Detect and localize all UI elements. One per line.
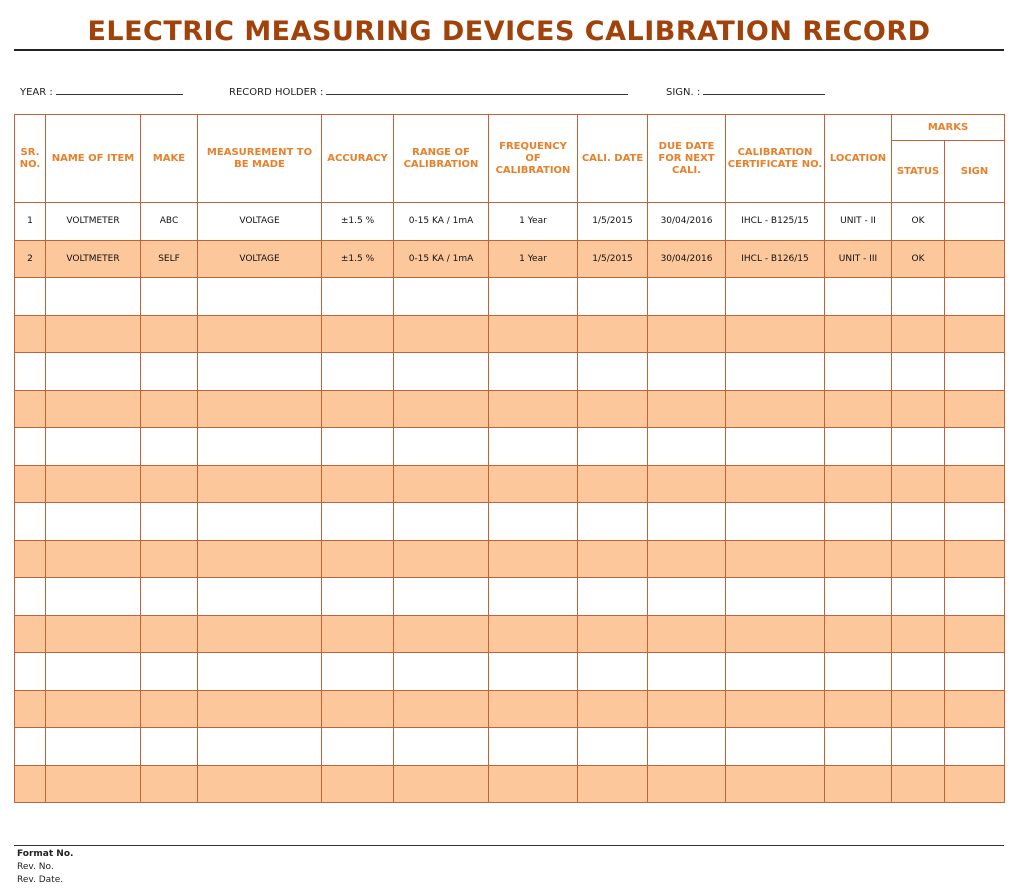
cell-make[interactable]: SELF — [141, 240, 198, 278]
cell-range[interactable] — [394, 353, 489, 391]
header-status: STATUS — [892, 141, 945, 203]
cell-due-date[interactable]: 30/04/2016 — [648, 203, 726, 241]
cell-location[interactable] — [825, 465, 892, 503]
cell-cali-date[interactable] — [578, 503, 648, 541]
cell-location[interactable] — [825, 653, 892, 691]
cell-status[interactable] — [892, 765, 945, 803]
cell-measurement[interactable] — [198, 690, 322, 728]
cell-cali-date[interactable] — [578, 428, 648, 466]
cell-measurement[interactable] — [198, 540, 322, 578]
cell-name-of-item[interactable] — [46, 465, 141, 503]
sign-field[interactable] — [666, 85, 825, 98]
cell-sign[interactable] — [945, 653, 1005, 691]
cell-sign[interactable] — [945, 428, 1005, 466]
cell-name-of-item[interactable] — [46, 540, 141, 578]
cell-accuracy[interactable] — [322, 578, 394, 616]
cell-certificate[interactable]: IHCL - B125/15 — [726, 203, 825, 241]
cell-accuracy[interactable]: ±1.5 % — [322, 203, 394, 241]
cell-make[interactable] — [141, 540, 198, 578]
cell-measurement[interactable] — [198, 503, 322, 541]
cell-due-date[interactable] — [648, 428, 726, 466]
rev-no-label: Rev. No. — [17, 862, 54, 872]
cell-accuracy[interactable] — [322, 653, 394, 691]
cell-name-of-item[interactable] — [46, 315, 141, 353]
cell-name-of-item[interactable] — [46, 690, 141, 728]
cell-range[interactable] — [394, 390, 489, 428]
cell-due-date[interactable] — [648, 653, 726, 691]
cell-status[interactable] — [892, 278, 945, 316]
cell-frequency[interactable] — [489, 615, 578, 653]
empty-row — [15, 428, 1005, 466]
header-sign: SIGN — [945, 141, 1005, 203]
cell-measurement[interactable] — [198, 278, 322, 316]
cell-due-date[interactable] — [648, 615, 726, 653]
empty-row — [15, 615, 1005, 653]
cell-measurement[interactable] — [198, 390, 322, 428]
cell-location[interactable] — [825, 728, 892, 766]
cell-cali-date[interactable] — [578, 278, 648, 316]
cell-sr-no[interactable] — [15, 428, 46, 466]
cell-cali-date[interactable] — [578, 690, 648, 728]
header-sr-no: SR. NO. — [15, 115, 46, 203]
cell-name-of-item[interactable]: VOLTMETER — [46, 240, 141, 278]
footer-divider — [14, 845, 1004, 846]
cell-due-date[interactable] — [648, 315, 726, 353]
cell-frequency[interactable] — [489, 503, 578, 541]
cell-cali-date[interactable] — [578, 615, 648, 653]
cell-cali-date[interactable] — [578, 540, 648, 578]
page-title: ELECTRIC MEASURING DEVICES CALIBRATION RECORD — [87, 16, 931, 47]
cell-location[interactable] — [825, 315, 892, 353]
cell-sign[interactable] — [945, 728, 1005, 766]
cell-make[interactable] — [141, 465, 198, 503]
cell-status[interactable] — [892, 728, 945, 766]
cell-name-of-item[interactable] — [46, 278, 141, 316]
cell-make[interactable] — [141, 690, 198, 728]
cell-accuracy[interactable] — [322, 465, 394, 503]
cell-frequency[interactable] — [489, 428, 578, 466]
cell-name-of-item[interactable] — [46, 728, 141, 766]
cell-status[interactable] — [892, 465, 945, 503]
header-measurement: MEASUREMENT TO BE MADE — [198, 115, 322, 203]
cell-frequency[interactable] — [489, 578, 578, 616]
record-holder-label: RECORD HOLDER : — [229, 87, 324, 98]
cell-due-date[interactable]: 30/04/2016 — [648, 240, 726, 278]
cell-location[interactable] — [825, 615, 892, 653]
cell-sr-no[interactable] — [15, 390, 46, 428]
cell-status[interactable] — [892, 428, 945, 466]
cell-frequency[interactable] — [489, 315, 578, 353]
cell-certificate[interactable] — [726, 390, 825, 428]
cell-frequency[interactable] — [489, 465, 578, 503]
cell-range[interactable] — [394, 578, 489, 616]
cell-accuracy[interactable] — [322, 540, 394, 578]
cell-location[interactable] — [825, 540, 892, 578]
cell-accuracy[interactable] — [322, 315, 394, 353]
cell-name-of-item[interactable] — [46, 390, 141, 428]
cell-measurement[interactable]: VOLTAGE — [198, 240, 322, 278]
cell-certificate[interactable] — [726, 278, 825, 316]
cell-make[interactable] — [141, 353, 198, 391]
cell-name-of-item[interactable] — [46, 765, 141, 803]
cell-accuracy[interactable] — [322, 390, 394, 428]
cell-cali-date[interactable]: 1/5/2015 — [578, 240, 648, 278]
cell-accuracy[interactable] — [322, 765, 394, 803]
cell-frequency[interactable] — [489, 540, 578, 578]
cell-certificate[interactable] — [726, 728, 825, 766]
cell-name-of-item[interactable] — [46, 578, 141, 616]
cell-measurement[interactable] — [198, 315, 322, 353]
cell-due-date[interactable] — [648, 353, 726, 391]
cell-cali-date[interactable] — [578, 465, 648, 503]
cell-sign[interactable] — [945, 578, 1005, 616]
cell-status[interactable] — [892, 653, 945, 691]
cell-range[interactable] — [394, 728, 489, 766]
empty-row — [15, 540, 1005, 578]
header-cali-date: CALI. DATE — [578, 115, 648, 203]
cell-location[interactable]: UNIT - III — [825, 240, 892, 278]
cell-location[interactable] — [825, 390, 892, 428]
cell-certificate[interactable] — [726, 690, 825, 728]
cell-measurement[interactable] — [198, 653, 322, 691]
cell-make[interactable] — [141, 503, 198, 541]
cell-frequency[interactable] — [489, 765, 578, 803]
cell-sr-no[interactable] — [15, 690, 46, 728]
cell-frequency[interactable]: 1 Year — [489, 203, 578, 241]
cell-range[interactable] — [394, 615, 489, 653]
cell-accuracy[interactable] — [322, 278, 394, 316]
cell-make[interactable] — [141, 615, 198, 653]
empty-row — [15, 278, 1005, 316]
cell-sign[interactable] — [945, 203, 1005, 241]
cell-due-date[interactable] — [648, 765, 726, 803]
empty-row — [15, 578, 1005, 616]
cell-status[interactable] — [892, 690, 945, 728]
cell-make[interactable] — [141, 278, 198, 316]
cell-status[interactable] — [892, 315, 945, 353]
record-holder-field[interactable] — [229, 85, 628, 98]
cell-sr-no[interactable] — [15, 540, 46, 578]
cell-due-date[interactable] — [648, 390, 726, 428]
cell-location[interactable] — [825, 353, 892, 391]
cell-certificate[interactable]: IHCL - B126/15 — [726, 240, 825, 278]
empty-row — [15, 728, 1005, 766]
cell-range[interactable] — [394, 765, 489, 803]
cell-due-date[interactable] — [648, 503, 726, 541]
cell-certificate[interactable] — [726, 315, 825, 353]
cell-sr-no[interactable] — [15, 465, 46, 503]
cell-range[interactable] — [394, 315, 489, 353]
format-no-label: Format No. — [17, 849, 74, 859]
cell-location[interactable] — [825, 503, 892, 541]
table-row — [15, 240, 1005, 278]
cell-due-date[interactable] — [648, 690, 726, 728]
year-label: YEAR : — [20, 87, 53, 98]
cell-sign[interactable] — [945, 503, 1005, 541]
cell-range[interactable] — [394, 540, 489, 578]
cell-sr-no[interactable] — [15, 315, 46, 353]
empty-row — [15, 690, 1005, 728]
record-holder-blank[interactable] — [326, 85, 628, 95]
cell-range[interactable] — [394, 503, 489, 541]
cell-make[interactable] — [141, 653, 198, 691]
cell-status[interactable]: OK — [892, 203, 945, 241]
sign-blank[interactable] — [703, 85, 825, 95]
cell-range[interactable] — [394, 278, 489, 316]
rev-date-label: Rev. Date. — [17, 875, 64, 885]
cell-sr-no[interactable] — [15, 728, 46, 766]
cell-accuracy[interactable]: ±1.5 % — [322, 240, 394, 278]
cell-certificate[interactable] — [726, 653, 825, 691]
cell-sign[interactable] — [945, 390, 1005, 428]
cell-sr-no[interactable] — [15, 503, 46, 541]
cell-range[interactable] — [394, 428, 489, 466]
cell-measurement[interactable] — [198, 428, 322, 466]
cell-status[interactable] — [892, 615, 945, 653]
cell-status[interactable] — [892, 540, 945, 578]
cell-make[interactable] — [141, 578, 198, 616]
header-location: LOCATION — [825, 115, 892, 203]
cell-measurement[interactable] — [198, 615, 322, 653]
cell-make[interactable] — [141, 765, 198, 803]
cell-name-of-item[interactable] — [46, 353, 141, 391]
cell-frequency[interactable] — [489, 390, 578, 428]
title-underline — [14, 49, 1004, 51]
cell-name-of-item[interactable] — [46, 428, 141, 466]
header-name-of-item: NAME OF ITEM — [46, 115, 141, 203]
empty-row — [15, 315, 1005, 353]
cell-frequency[interactable] — [489, 690, 578, 728]
cell-measurement[interactable] — [198, 578, 322, 616]
cell-name-of-item[interactable] — [46, 503, 141, 541]
cell-accuracy[interactable] — [322, 615, 394, 653]
year-field[interactable] — [20, 85, 183, 98]
cell-frequency[interactable] — [489, 353, 578, 391]
cell-sr-no[interactable] — [15, 653, 46, 691]
cell-frequency[interactable]: 1 Year — [489, 240, 578, 278]
cell-location[interactable] — [825, 428, 892, 466]
header-make: MAKE — [141, 115, 198, 203]
header-certificate: CALIBRATION CERTIFICATE NO. — [726, 115, 825, 203]
cell-due-date[interactable] — [648, 728, 726, 766]
header-accuracy: ACCURACY — [322, 115, 394, 203]
empty-row — [15, 465, 1005, 503]
cell-cali-date[interactable] — [578, 353, 648, 391]
cell-measurement[interactable] — [198, 465, 322, 503]
cell-cali-date[interactable] — [578, 578, 648, 616]
cell-sr-no[interactable] — [15, 615, 46, 653]
cell-sign[interactable] — [945, 315, 1005, 353]
cell-range[interactable]: 0-15 KA / 1mA — [394, 240, 489, 278]
cell-cali-date[interactable]: 1/5/2015 — [578, 203, 648, 241]
header-due-date: DUE DATE FOR NEXT CALI. — [648, 115, 726, 203]
cell-sr-no[interactable]: 1 — [15, 203, 46, 241]
cell-location[interactable]: UNIT - II — [825, 203, 892, 241]
cell-range[interactable]: 0-15 KA / 1mA — [394, 203, 489, 241]
cell-due-date[interactable] — [648, 578, 726, 616]
cell-status[interactable]: OK — [892, 240, 945, 278]
cell-cali-date[interactable] — [578, 728, 648, 766]
cell-frequency[interactable] — [489, 728, 578, 766]
cell-location[interactable] — [825, 765, 892, 803]
empty-row — [15, 503, 1005, 541]
cell-due-date[interactable] — [648, 278, 726, 316]
cell-cali-date[interactable] — [578, 315, 648, 353]
cell-certificate[interactable] — [726, 428, 825, 466]
cell-certificate[interactable] — [726, 353, 825, 391]
cell-accuracy[interactable] — [322, 690, 394, 728]
cell-sr-no[interactable] — [15, 765, 46, 803]
cell-sign[interactable] — [945, 278, 1005, 316]
cell-certificate[interactable] — [726, 540, 825, 578]
cell-sign[interactable] — [945, 465, 1005, 503]
cell-make[interactable] — [141, 315, 198, 353]
cell-measurement[interactable] — [198, 353, 322, 391]
cell-accuracy[interactable] — [322, 728, 394, 766]
cell-due-date[interactable] — [648, 540, 726, 578]
cell-frequency[interactable] — [489, 653, 578, 691]
cell-sr-no[interactable] — [15, 278, 46, 316]
cell-cali-date[interactable] — [578, 653, 648, 691]
cell-status[interactable] — [892, 578, 945, 616]
cell-location[interactable] — [825, 690, 892, 728]
cell-status[interactable] — [892, 353, 945, 391]
cell-sr-no[interactable]: 2 — [15, 240, 46, 278]
cell-sign[interactable] — [945, 540, 1005, 578]
cell-sign[interactable] — [945, 353, 1005, 391]
cell-name-of-item[interactable] — [46, 653, 141, 691]
cell-accuracy[interactable] — [322, 428, 394, 466]
table-row — [15, 203, 1005, 241]
cell-make[interactable] — [141, 390, 198, 428]
cell-status[interactable] — [892, 503, 945, 541]
cell-cali-date[interactable] — [578, 390, 648, 428]
cell-sign[interactable] — [945, 615, 1005, 653]
calibration-table — [14, 114, 1005, 803]
cell-make[interactable]: ABC — [141, 203, 198, 241]
cell-range[interactable] — [394, 690, 489, 728]
cell-measurement[interactable] — [198, 728, 322, 766]
header-range: RANGE OF CALIBRATION — [394, 115, 489, 203]
cell-range[interactable] — [394, 653, 489, 691]
cell-make[interactable] — [141, 428, 198, 466]
cell-due-date[interactable] — [648, 465, 726, 503]
cell-accuracy[interactable] — [322, 353, 394, 391]
header-marks: MARKS — [892, 115, 1005, 141]
cell-certificate[interactable] — [726, 465, 825, 503]
header-frequency: FREQUENCY OF CALIBRATION — [489, 115, 578, 203]
empty-row — [15, 765, 1005, 803]
cell-sr-no[interactable] — [15, 578, 46, 616]
cell-location[interactable] — [825, 278, 892, 316]
cell-make[interactable] — [141, 728, 198, 766]
cell-certificate[interactable] — [726, 765, 825, 803]
cell-accuracy[interactable] — [322, 503, 394, 541]
empty-row — [15, 390, 1005, 428]
cell-range[interactable] — [394, 465, 489, 503]
cell-sign[interactable] — [945, 240, 1005, 278]
cell-measurement[interactable] — [198, 765, 322, 803]
cell-name-of-item[interactable]: VOLTMETER — [46, 203, 141, 241]
cell-measurement[interactable]: VOLTAGE — [198, 203, 322, 241]
empty-row — [15, 353, 1005, 391]
cell-sign[interactable] — [945, 765, 1005, 803]
empty-row — [15, 653, 1005, 691]
cell-name-of-item[interactable] — [46, 615, 141, 653]
cell-status[interactable] — [892, 390, 945, 428]
cell-location[interactable] — [825, 578, 892, 616]
cell-frequency[interactable] — [489, 278, 578, 316]
cell-sr-no[interactable] — [15, 353, 46, 391]
year-blank[interactable] — [56, 85, 183, 95]
cell-certificate[interactable] — [726, 578, 825, 616]
cell-certificate[interactable] — [726, 615, 825, 653]
sign-label: SIGN. : — [666, 87, 701, 98]
cell-cali-date[interactable] — [578, 765, 648, 803]
cell-certificate[interactable] — [726, 503, 825, 541]
cell-sign[interactable] — [945, 690, 1005, 728]
